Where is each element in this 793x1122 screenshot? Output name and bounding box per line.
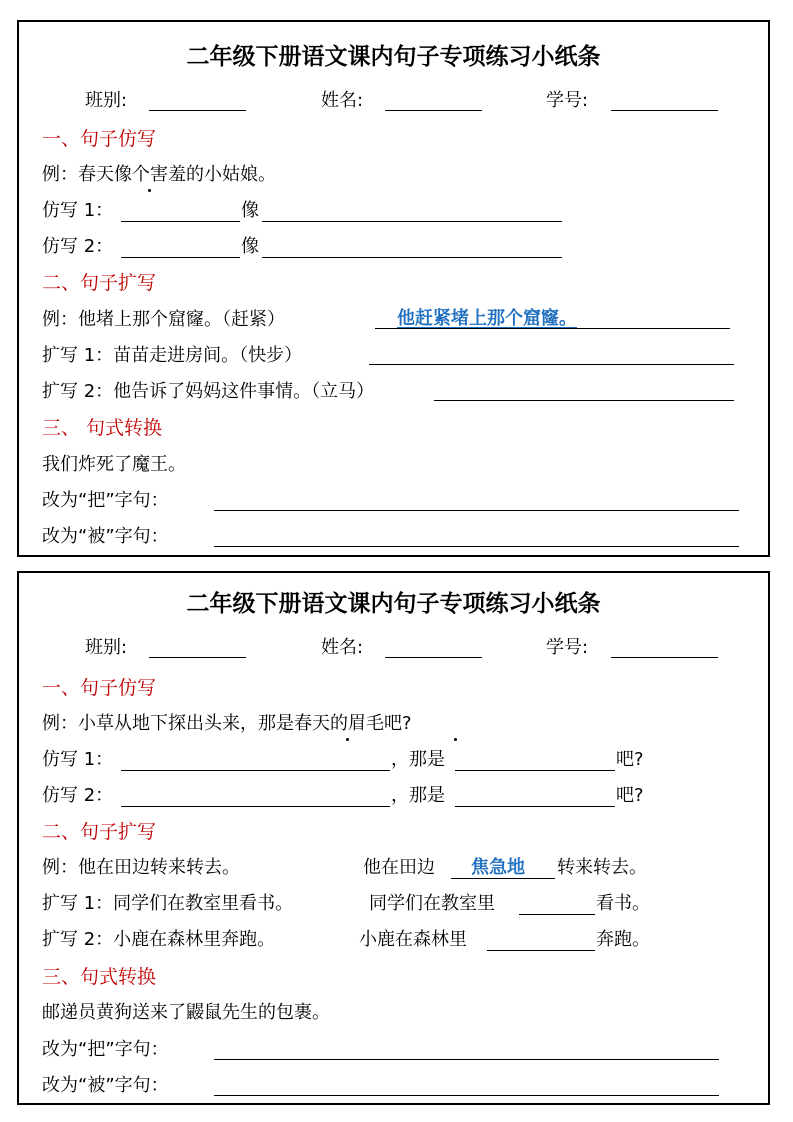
imitation-1-label: 仿写 1： [42,200,114,221]
expansion-2-prompt: 扩写 2：小鹿在森林里奔跑。 [42,929,276,950]
imitation-1-blank-b[interactable] [262,221,562,222]
worksheet-card-2 [17,571,770,1105]
imitation-1-mid: 像 [241,200,259,221]
imitation-2-blank-b[interactable] [455,806,615,807]
expansion-example-prefix: 他在田边 [363,857,435,878]
imitation-2-label: 仿写 2： [42,236,114,257]
expansion-1-suffix: 看书。 [596,893,650,914]
name-field[interactable] [385,657,482,658]
imitation-2-label: 仿写 2： [42,785,114,806]
section-heading-transform: 三、 句式转换 [42,417,163,439]
transform-sentence: 邮递员黄狗送来了鼹鼠先生的包裹。 [42,1002,330,1023]
imitation-1-end: 吧? [616,749,644,770]
expansion-1-prefix: 同学们在教室里 [369,893,495,914]
imitation-2-end: 吧? [616,785,644,806]
emphasis-dot [454,738,457,741]
imitation-1-mid: ，那是 [391,749,445,770]
expansion-example-suffix: 转来转去。 [557,857,647,878]
imitation-2-mid: ，那是 [391,785,445,806]
student-number-label: 学号: [546,90,589,111]
ba-sentence-blank[interactable] [214,1059,719,1060]
class-field[interactable] [149,657,246,658]
ba-sentence-label: 改为“把”字句： [42,490,169,511]
expansion-1-blank[interactable] [519,914,595,915]
class-field[interactable] [149,110,246,111]
imitation-1-blank-b[interactable] [455,770,615,771]
expansion-2-blank[interactable] [487,950,595,951]
imitation-1-blank-a[interactable] [121,770,390,771]
section-heading-expansion: 二、句子扩写 [42,821,157,843]
emphasis-dot [148,189,151,192]
ba-sentence-blank[interactable] [214,510,739,511]
imitation-2-mid: 像 [241,236,259,257]
worksheet-card-1 [17,20,770,557]
student-number-label: 学号: [546,637,589,658]
expansion-2-prefix: 小鹿在森林里 [359,929,467,950]
imitation-1-label: 仿写 1： [42,749,114,770]
expansion-2-suffix: 奔跑。 [596,929,650,950]
class-label: 班别: [85,90,128,111]
transform-sentence: 我们炸死了魔王。 [42,454,186,475]
expansion-example-answer: 焦急地 [471,857,525,878]
section-heading-imitation: 一、句子仿写 [42,677,157,699]
name-field[interactable] [385,110,482,111]
ba-sentence-label: 改为“把”字句： [42,1039,169,1060]
bei-sentence-label: 改为“被”字句： [42,526,169,547]
name-label: 姓名: [321,637,364,658]
expansion-1-blank[interactable] [369,364,734,365]
expansion-example: 例：他堵上那个窟窿。（赶紧） [42,309,285,330]
expansion-1-prompt: 扩写 1：同学们在教室里看书。 [42,893,294,914]
imitation-2-blank-a[interactable] [121,257,240,258]
imitation-example: 例：春天像个害羞的小姑娘。 [42,164,276,185]
section-heading-transform: 三、句式转换 [42,966,157,988]
expansion-2-blank[interactable] [434,400,734,401]
imitation-2-blank-a[interactable] [121,806,390,807]
imitation-example: 例：小草从地下探出头来，那是春天的眉毛吧? [42,713,412,734]
bei-sentence-label: 改为“被”字句： [42,1075,169,1096]
expansion-example-answer: 他赶紧堵上那个窟窿。 [397,308,577,329]
bei-sentence-blank[interactable] [214,546,739,547]
class-label: 班别: [85,637,128,658]
worksheet-title: 二年级下册语文课内句子专项练习小纸条 [186,44,601,70]
name-label: 姓名: [321,90,364,111]
imitation-1-blank-a[interactable] [121,221,240,222]
imitation-2-blank-b[interactable] [262,257,562,258]
student-number-field[interactable] [611,110,718,111]
expansion-2-prompt: 扩写 2：他告诉了妈妈这件事情。（立马） [42,381,375,402]
student-number-field[interactable] [611,657,718,658]
expansion-1-prompt: 扩写 1：苗苗走进房间。（快步） [42,345,303,366]
section-heading-imitation: 一、句子仿写 [42,128,157,150]
section-heading-expansion: 二、句子扩写 [42,272,157,294]
bei-sentence-blank[interactable] [214,1095,719,1096]
expansion-example: 例：他在田边转来转去。 [42,857,240,878]
worksheet-title: 二年级下册语文课内句子专项练习小纸条 [186,591,601,617]
emphasis-dot [346,738,349,741]
